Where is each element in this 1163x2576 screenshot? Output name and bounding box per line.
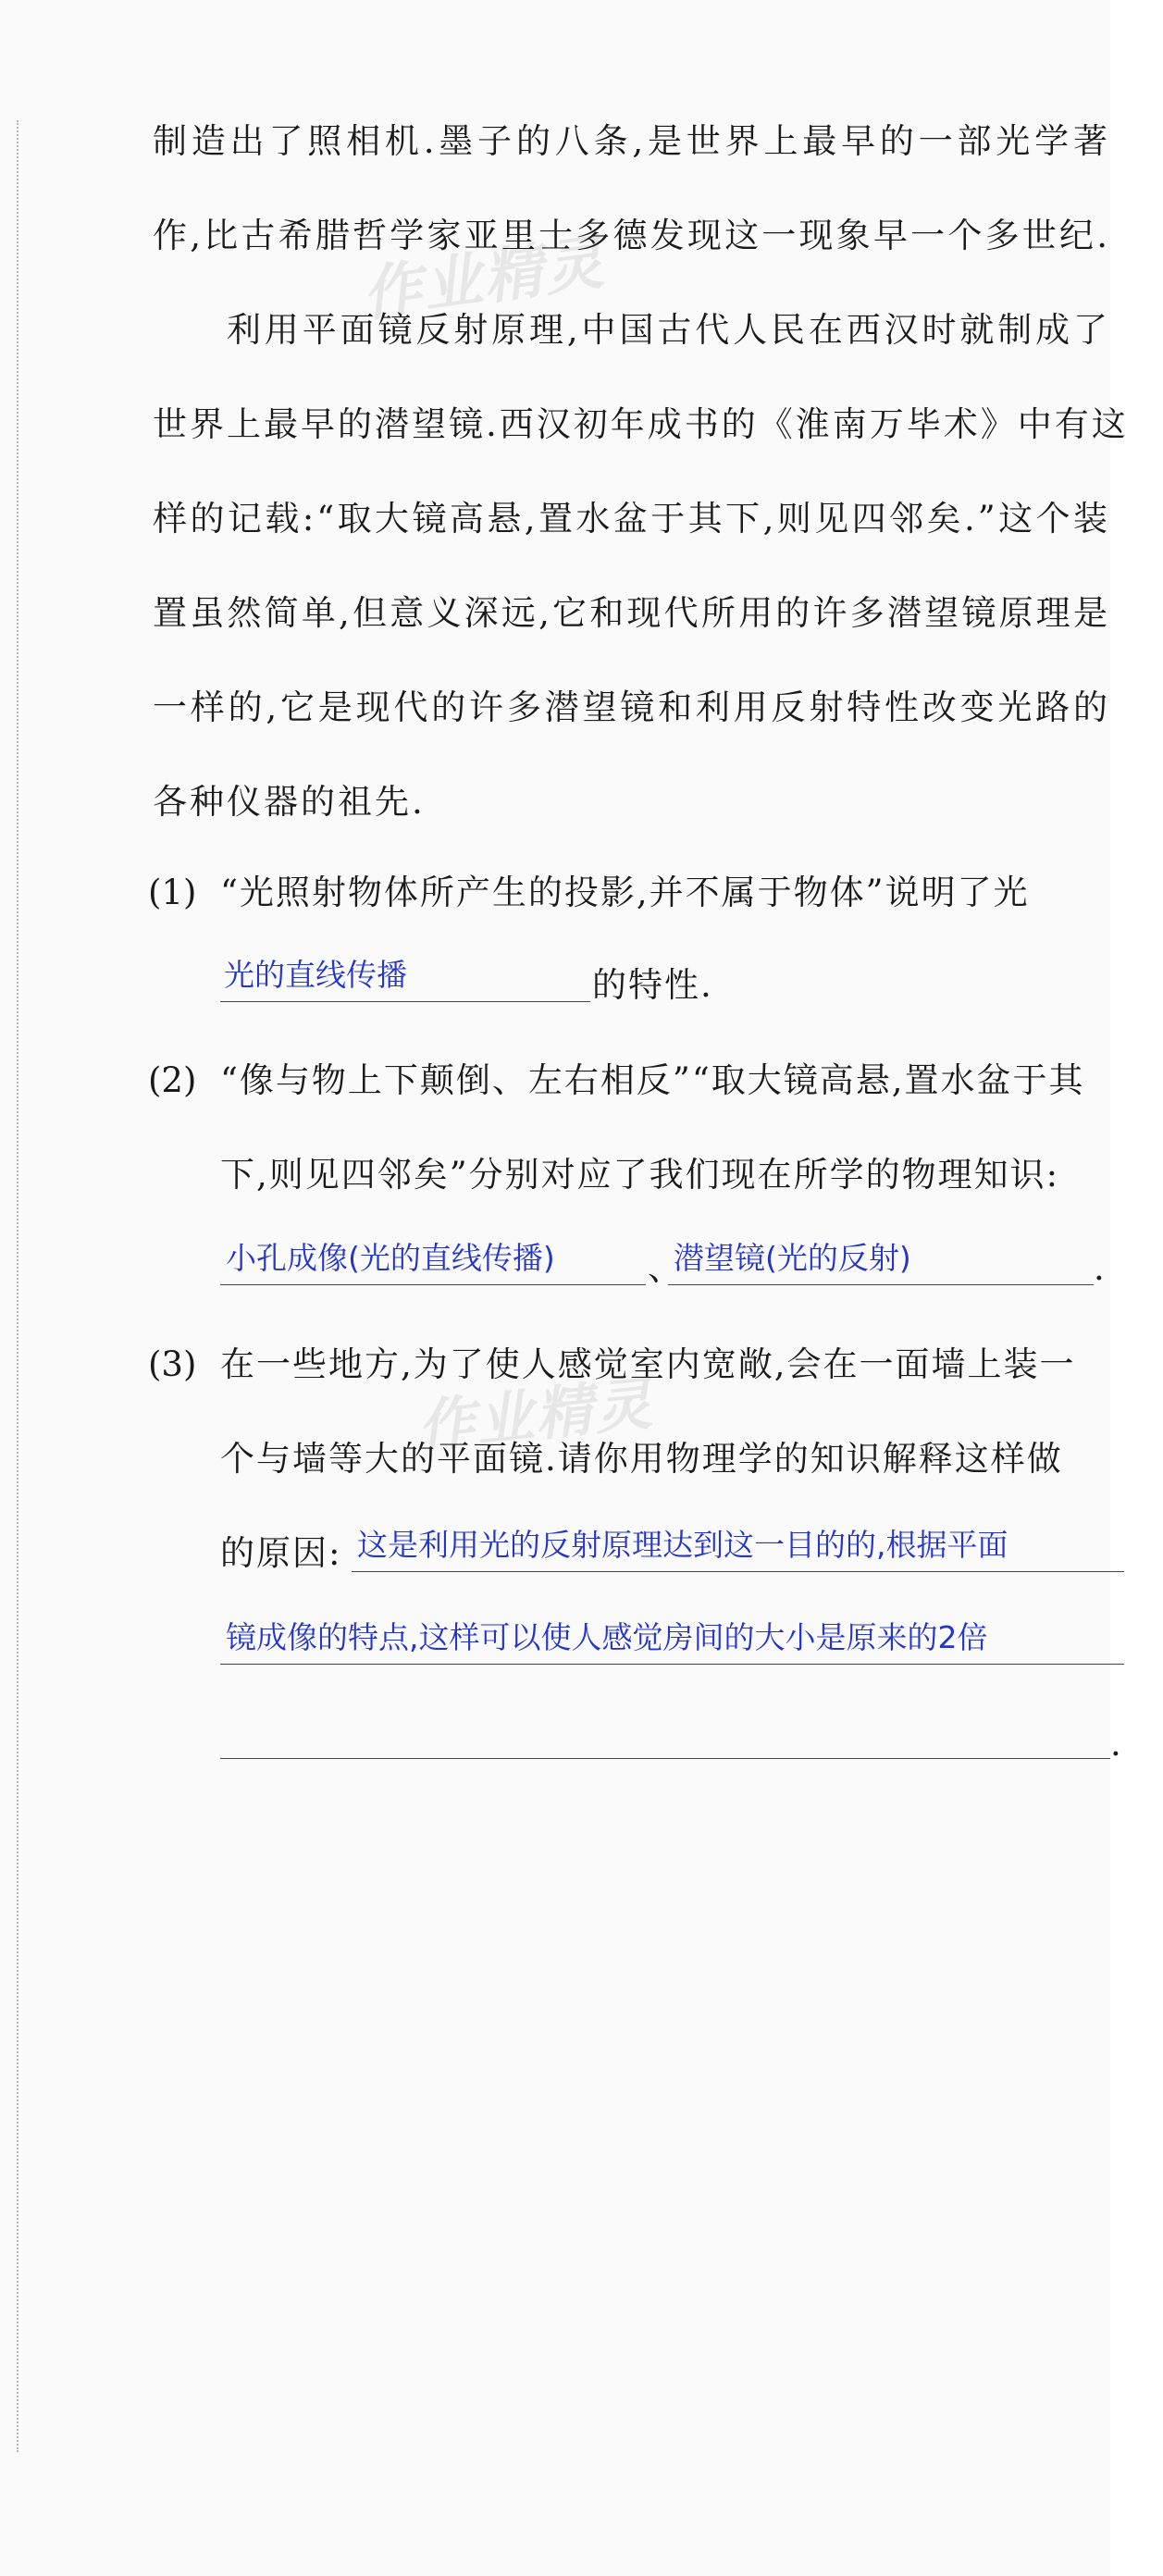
paragraph-line: 利用平面镜反射原理,中国古代人民在西汉时就制成了: [227, 310, 1110, 350]
question-text: 在一些地方,为了使人感觉室内宽敞,会在一面墙上装一: [220, 1344, 1076, 1384]
question-number: (2): [148, 1060, 197, 1100]
paragraph-line: 各种仪器的祖先.: [153, 782, 426, 822]
watermark: 作业精灵: [414, 1368, 657, 1462]
question-text: 的原因:: [220, 1533, 342, 1573]
question-text: 个与墙等大的平面镜.请你用物理学的知识解释这样做: [220, 1439, 1063, 1479]
answer-text: 潜望镜(光的反射): [674, 1240, 911, 1276]
question-number: (3): [148, 1344, 197, 1384]
separator: 、: [648, 1248, 684, 1288]
paragraph-line: 世界上最早的潜望镜.西汉初年成书的《淮南万毕术》中有这: [153, 404, 1129, 444]
answer-text: 小孔成像(光的直线传播): [226, 1240, 555, 1276]
answer-text: 镜成像的特点,这样可以使人感觉房间的大小是原来的2倍: [226, 1619, 988, 1655]
question-text: “光照射物体所产生的投影,并不属于物体”说明了光: [220, 873, 1030, 912]
answer-text: 光的直线传播: [224, 957, 407, 993]
paragraph-line: 样的记载:“取大镜高悬,置水盆于其下,则见四邻矣.”这个装: [153, 499, 1110, 539]
paragraph-line: 作,比古希腊哲学家亚里士多德发现这一现象早一个多世纪.: [153, 216, 1110, 255]
question-text: 下,则见四邻矣”分别对应了我们现在所学的物理知识:: [220, 1155, 1060, 1195]
answer-blank: [220, 1712, 1110, 1759]
paragraph-line: 制造出了照相机.墨子的八条,是世界上最早的一部光学著: [153, 121, 1110, 161]
question-text: “像与物上下颠倒、左右相反”“取大镜高悬,置水盆于其: [220, 1060, 1085, 1100]
paragraph-line: 一样的,它是现代的许多潜望镜和利用反射特性改变光路的: [153, 687, 1110, 727]
watermark: 作业精灵: [357, 228, 610, 330]
paragraph-line: 置虽然简单,但意义深远,它和现代所用的许多潜望镜原理是: [153, 593, 1110, 633]
end-mark: .: [1094, 1248, 1107, 1288]
end-mark: .: [1110, 1724, 1123, 1764]
question-text: 的特性.: [592, 965, 713, 1005]
answer-text: 这是利用光的反射原理达到这一目的的,根据平面: [357, 1527, 1008, 1563]
binding-margin: [17, 120, 19, 2452]
question-number: (1): [148, 873, 197, 912]
